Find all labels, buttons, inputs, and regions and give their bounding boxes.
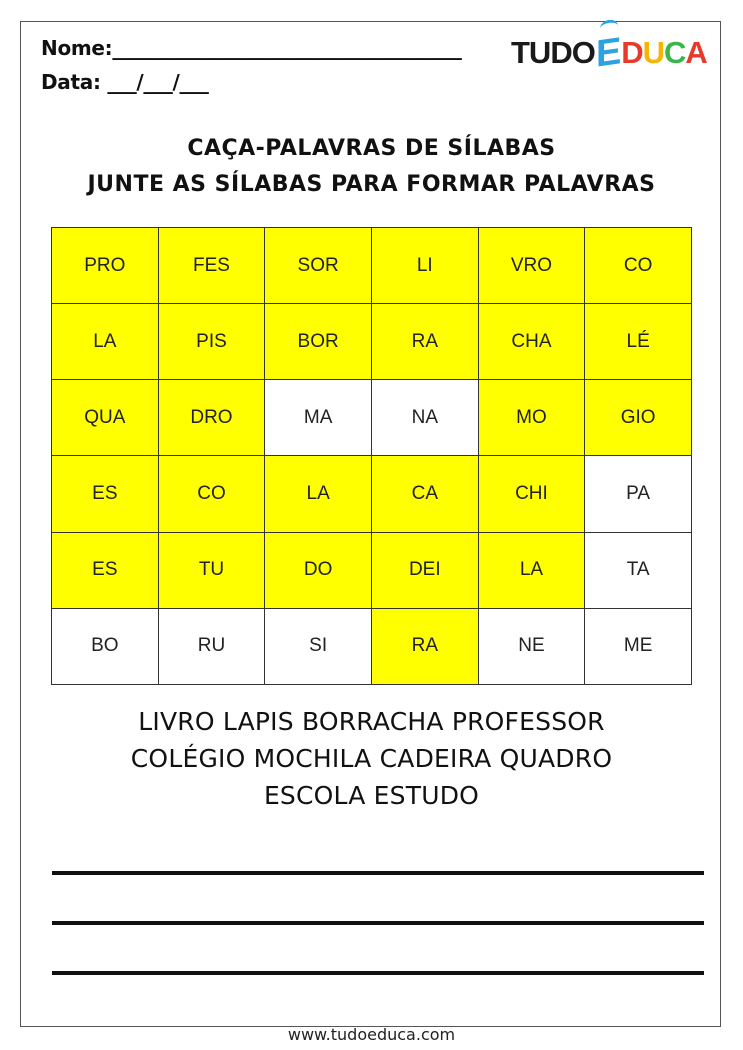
logo-letter-d: D xyxy=(621,35,643,70)
syllable-cell[interactable]: BOR xyxy=(265,304,372,380)
syllable-cell[interactable]: LA xyxy=(52,304,159,380)
logo-letter-a: A xyxy=(685,35,707,70)
name-field-label: Nome:____________________________________ xyxy=(41,36,462,60)
syllable-cell[interactable]: DRO xyxy=(158,380,265,456)
syllable-cell[interactable]: TA xyxy=(585,532,692,608)
word-list-line: ESCOLA ESTUDO xyxy=(263,781,480,810)
syllable-cell[interactable]: VRO xyxy=(478,228,585,304)
answer-line xyxy=(52,971,704,975)
syllable-cell[interactable]: QUA xyxy=(52,380,159,456)
syllable-cell[interactable]: SI xyxy=(265,608,372,684)
syllable-cell[interactable]: PRO xyxy=(52,228,159,304)
logo-letter-c: C xyxy=(663,35,686,70)
logo-text-tudo: TUDO xyxy=(511,35,595,70)
syllable-cell[interactable]: RU xyxy=(158,608,265,684)
grid-row xyxy=(52,380,692,456)
answer-line xyxy=(52,921,704,925)
syllable-cell[interactable]: CHA xyxy=(478,304,585,380)
syllable-cell[interactable]: CO xyxy=(158,456,265,532)
syllable-cell[interactable]: LÉ xyxy=(585,304,692,380)
syllable-cell[interactable]: BO xyxy=(52,608,159,684)
syllable-cell[interactable]: LA xyxy=(265,456,372,532)
grid-row xyxy=(52,304,692,380)
syllable-grid xyxy=(51,227,692,685)
syllable-cell[interactable]: ES xyxy=(52,532,159,608)
syllable-cell[interactable]: MA xyxy=(265,380,372,456)
syllable-cell[interactable]: LI xyxy=(371,228,478,304)
syllable-cell[interactable]: CHI xyxy=(478,456,585,532)
syllable-cell[interactable]: RA xyxy=(371,304,478,380)
syllable-cell[interactable]: PIS xyxy=(158,304,265,380)
grid-row xyxy=(52,608,692,684)
tudoeduca-logo xyxy=(511,28,707,78)
syllable-cell[interactable]: LA xyxy=(478,532,585,608)
grid-row xyxy=(52,456,692,532)
syllable-cell[interactable]: TU xyxy=(158,532,265,608)
syllable-cell[interactable]: CA xyxy=(371,456,478,532)
date-field-label: Data: ___/___/___ xyxy=(41,70,209,94)
syllable-cell[interactable]: RA xyxy=(371,608,478,684)
syllable-cell[interactable]: NE xyxy=(478,608,585,684)
grid-row xyxy=(52,532,692,608)
syllable-cell[interactable]: PA xyxy=(585,456,692,532)
syllable-cell[interactable]: NA xyxy=(371,380,478,456)
syllable-cell[interactable]: DEI xyxy=(371,532,478,608)
logo-letter-u: U xyxy=(642,35,664,70)
syllable-cell[interactable]: SOR xyxy=(265,228,372,304)
answer-line xyxy=(52,871,704,875)
grid-row xyxy=(52,228,692,304)
word-list-line: COLÉGIO MOCHILA CADEIRA QUADRO xyxy=(130,744,613,773)
syllable-cell[interactable]: ES xyxy=(52,456,159,532)
word-list-line: LIVRO LAPIS BORRACHA PROFESSOR xyxy=(138,707,605,736)
word-list xyxy=(0,703,743,814)
worksheet-title: CAÇA-PALAVRAS DE SÍLABAS xyxy=(187,136,556,161)
syllable-cell[interactable]: FES xyxy=(158,228,265,304)
syllable-cell[interactable]: CO xyxy=(585,228,692,304)
syllable-cell[interactable]: DO xyxy=(265,532,372,608)
book-e-icon: E xyxy=(596,30,620,76)
worksheet-instruction: JUNTE AS SÍLABAS PARA FORMAR PALAVRAS xyxy=(87,172,656,197)
footer-url: www.tudoeduca.com xyxy=(287,1025,456,1044)
syllable-cell[interactable]: MO xyxy=(478,380,585,456)
syllable-cell[interactable]: ME xyxy=(585,608,692,684)
syllable-cell[interactable]: GIO xyxy=(585,380,692,456)
